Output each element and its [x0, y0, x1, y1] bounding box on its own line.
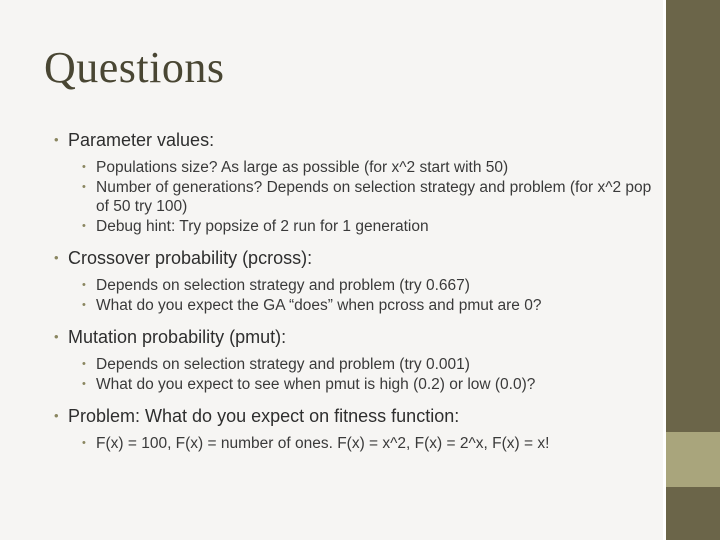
bullet-icon: • [82, 180, 86, 193]
bullet-icon: • [82, 437, 86, 449]
bullet-problem [54, 404, 654, 428]
sub-list-crossover-probability [82, 276, 654, 315]
bullet-icon: • [82, 279, 86, 291]
sub-list-mutation-probability [82, 355, 654, 394]
bullet-icon: • [82, 161, 86, 173]
sub-bullet-text: F(x) = 100, F(x) = number of ones. F(x) = x^2, F(x) = 2^x, F(x) = x! [96, 435, 550, 452]
sub-bullet [82, 158, 654, 178]
sub-bullet [82, 434, 654, 454]
sub-bullet-text: Populations size? As large as possible (for x^2 start with 50) [96, 159, 509, 176]
sub-bullet [82, 355, 654, 375]
sub-list-parameter-values [82, 158, 654, 236]
sub-list-problem [82, 434, 654, 454]
sub-bullet [82, 276, 654, 296]
bullet-text: Problem: What do you expect on fitness function: [68, 406, 460, 426]
bullet-text: Mutation probability (pmut): [68, 327, 287, 347]
sub-bullet-text: Depends on selection strategy and problem (try 0.667) [96, 277, 470, 294]
bullet-icon: • [54, 250, 59, 265]
sub-bullet [82, 217, 654, 237]
bullet-icon: • [82, 377, 86, 390]
sub-bullet-text: Depends on selection strategy and problem (try 0.001) [96, 356, 470, 373]
sub-bullet-text: Debug hint: Try popsize of 2 run for 1 generation [96, 217, 429, 235]
bullet-icon: • [54, 132, 59, 147]
sub-bullet [82, 178, 654, 217]
bullet-crossover-probability [54, 246, 654, 270]
sub-bullet [82, 375, 654, 395]
bullet-icon: • [54, 329, 59, 344]
bullet-icon: • [54, 408, 59, 423]
bullet-icon: • [82, 358, 86, 370]
bullet-icon: • [82, 219, 86, 232]
sub-bullet [82, 296, 654, 316]
bullet-icon: • [82, 298, 86, 311]
bullet-text: Parameter values: [68, 130, 215, 150]
slide-body [54, 128, 654, 464]
sub-bullet-text: What do you expect to see when pmut is high (0.2) or low (0.0)? [96, 375, 536, 393]
sub-bullet-text: What do you expect the GA “does” when pcross and pmut are 0? [96, 296, 542, 314]
bullet-mutation-probability [54, 325, 654, 349]
bullet-text: Crossover probability (pcross): [68, 248, 313, 268]
accent-block [666, 432, 720, 487]
bullet-parameter-values [54, 128, 654, 152]
sub-bullet-text: Number of generations? Depends on selection strategy and problem (for x^2 pop of 50 try 100) [96, 178, 652, 215]
slide-title: Questions [44, 43, 225, 92]
